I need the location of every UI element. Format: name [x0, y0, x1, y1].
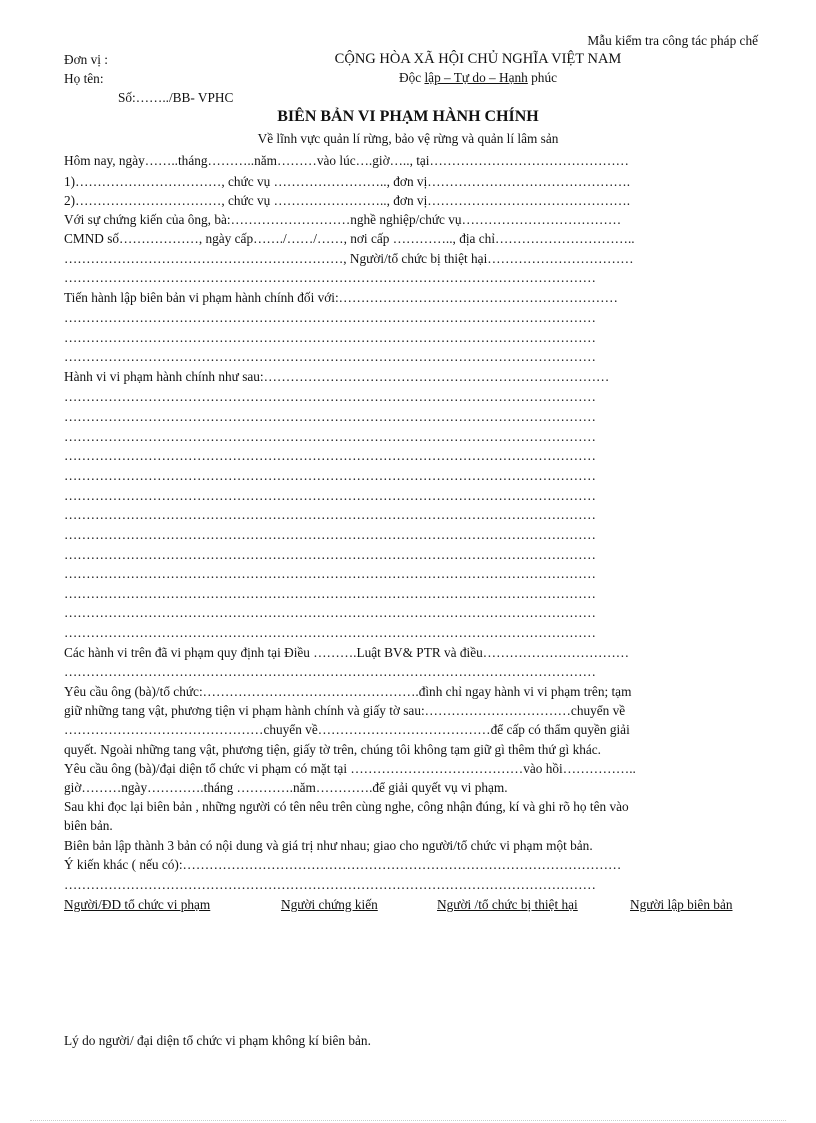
confirmation-line: Sau khi đọc lại biên bản , những người có tên nêu trên cùng nghe, công nhận đúng, kí và ghi rõ họ tên vào [64, 799, 629, 814]
blank-line: ………………………………………………………………………………………………………… [64, 488, 596, 503]
blank-line: ………………………………………………………………………………………………………… [64, 330, 596, 345]
id-card-line: CMND số………………, ngày cấp……./……/……, nơi cấp ………….., địa chỉ………………………….. [64, 231, 635, 246]
officer-2-line: 2)……………………………, chức vụ …………………….., đơn vị………………………………………. [64, 193, 631, 208]
signature-recorder: Người lập biên bản [630, 897, 733, 912]
transfer-line: ………………………………………chuyển về…………………………………để cấp có thẩm quyền giải [64, 722, 630, 737]
signature-witness: Người chứng kiến [281, 897, 378, 912]
blank-line: ………………………………………………………………………………………………………… [64, 664, 596, 679]
name-label: Họ tên: [64, 71, 104, 86]
motto [0, 70, 816, 86]
refusal-reason: Lý do người/ đại diện tổ chức vi phạm không kí biên bản. [64, 1033, 371, 1048]
violation-behavior-line: Hành vi vi phạm hành chính như sau:…………………………………………………………………… [64, 369, 610, 384]
date-place-line: Hôm nay, ngày……..tháng………..năm………vào lúc….giờ….., tại……………………………………… [64, 153, 629, 168]
blank-line: ………………………………………………………………………………………………………… [64, 507, 596, 522]
witness-line: Với sự chứng kiến của ông, bà:………………………nghề nghiệp/chức vụ……………………………… [64, 212, 622, 227]
summons-date-line: giờ………ngày………….tháng ………….năm………….để giải quyết vụ vi phạm. [64, 780, 508, 795]
confirmation-line-2: biên bản. [64, 818, 113, 833]
motto-prefix: Độc [398, 70, 425, 85]
blank-line: ………………………………………………………………………………………………………… [64, 527, 596, 542]
damaged-party-line: ………………………………………………………, Người/tổ chức bị thiệt hại…………………………… [64, 251, 634, 266]
blank-line: ………………………………………………………………………………………………………… [64, 586, 596, 601]
document-title: BIÊN BẢN VI PHẠM HÀNH CHÍNH [277, 108, 539, 125]
copies-line: Biên bản lập thành 3 bản có nội dung và giá trị như nhau; giao cho người/tổ chức vi phạm một bản. [64, 838, 593, 853]
blank-line: ………………………………………………………………………………………………………… [64, 468, 596, 483]
blank-line: ………………………………………………………………………………………………………… [64, 429, 596, 444]
blank-line: ………………………………………………………………………………………………………… [64, 389, 596, 404]
summons-line: Yêu cầu ông (bà)/đại diện tổ chức vi phạm có mặt tại …………………………………vào hồi…………….. [64, 761, 636, 776]
resolution-line: quyết. Ngoài những tang vật, phương tiện, giấy tờ trên, chúng tôi không tạm giữ gì thêm thứ gì khác. [64, 742, 602, 757]
signature-damaged-party: Người /tổ chức bị thiệt hại [437, 897, 578, 912]
officer-1-line: 1)……………………………, chức vụ …………………….., đơn vị………………………………………. [64, 174, 631, 189]
blank-line: ………………………………………………………………………………………………………… [64, 566, 596, 581]
document-subtitle: Về lĩnh vực quản lí rừng, bảo vệ rừng và quản lí lâm sản [257, 131, 559, 146]
violated-law-line: Các hành vi trên đã vi phạm quy định tại Điều ……….Luật BV& PTR và điều…………………………… [64, 645, 630, 660]
blank-line: ………………………………………………………………………………………………………… [64, 605, 596, 620]
blank-line: ………………………………………………………………………………………………………… [64, 625, 596, 640]
other-opinions-line: Ý kiến khác ( nếu có):……………………………………………………………………………………… [64, 857, 622, 872]
form-note: Mẫu kiểm tra công tác pháp chế [587, 33, 758, 48]
page-bottom-rule [30, 1120, 786, 1121]
signature-violator: Người/ĐD tổ chức vi phạm [64, 897, 211, 912]
blank-line: ………………………………………………………………………………………………………… [64, 270, 596, 285]
motto-suffix: phúc [527, 70, 557, 85]
blank-line: ………………………………………………………………………………………………………… [64, 547, 596, 562]
seizure-line: giữ những tang vật, phương tiện vi phạm hành chính và giấy tờ sau:……………………………chuyển về [64, 703, 626, 718]
subject-line: Tiến hành lập biên bản vi phạm hành chính đối với:……………………………………………………… [64, 290, 618, 305]
blank-line: ………………………………………………………………………………………………………… [64, 349, 596, 364]
blank-line: ………………………………………………………………………………………………………… [64, 877, 596, 892]
motto-underlined: lập – Tự do – Hạnh [424, 70, 528, 85]
republic-heading: CỘNG HÒA XÃ HỘI CHỦ NGHĨA VIỆT NAM [334, 51, 622, 67]
blank-line: ………………………………………………………………………………………………………… [64, 409, 596, 424]
blank-line: ………………………………………………………………………………………………………… [64, 448, 596, 463]
request-cease-line: Yêu cầu ông (bà)/tổ chức:………………………………………….đình chỉ ngay hành vi vi phạm trên; tạm [64, 684, 632, 699]
unit-label: Đơn vị : [64, 52, 108, 67]
blank-line: ………………………………………………………………………………………………………… [64, 310, 596, 325]
document-number: Số:……../BB- VPHC [118, 90, 234, 105]
